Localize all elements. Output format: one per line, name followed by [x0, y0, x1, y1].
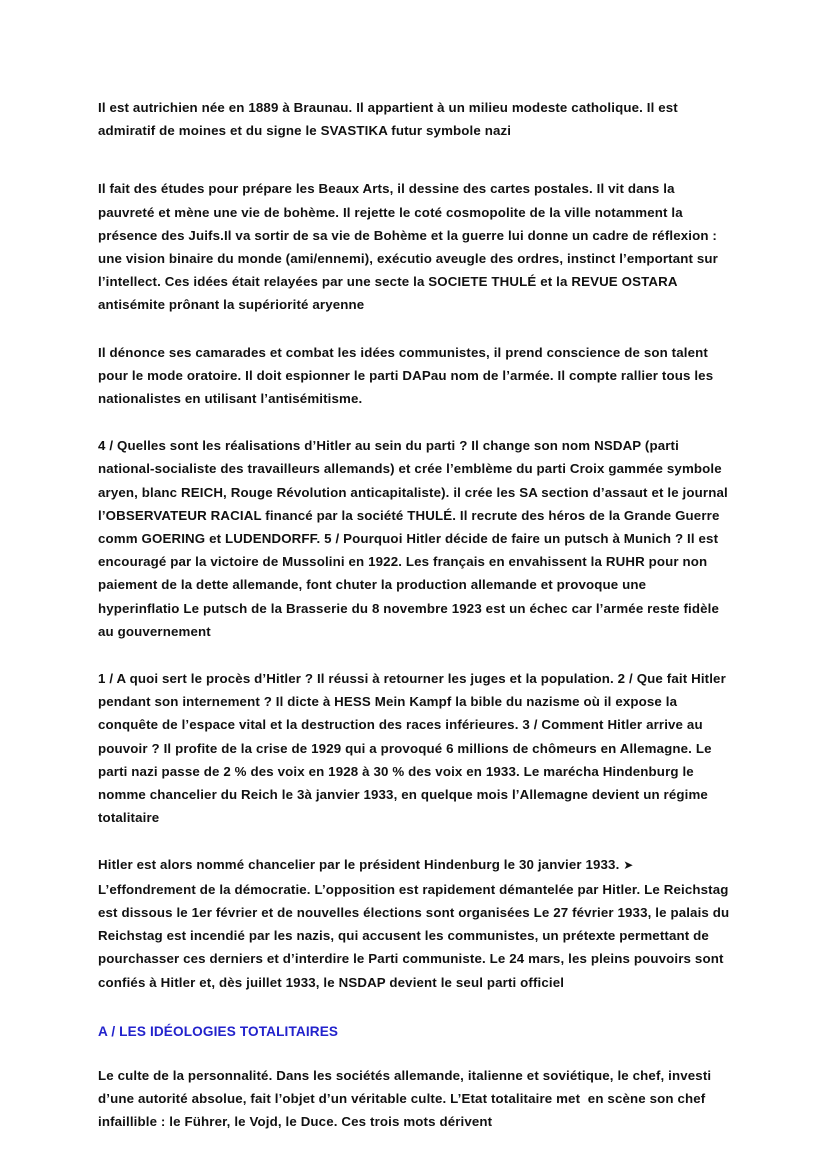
heading-spacer	[98, 1042, 730, 1064]
paragraph-5: 1 / A quoi sert le procès d’Hitler ? Il réussi à retourner les juges et la population. 2 / Que fait Hitler pendant son internement ? Il dicte à HESS Mein Kampf la bible du nazisme où il expose la conquête de l’espace vital et la destruction des races inférieures. 3 / Comment Hitler arrive au pouvoir ? Il profite de la crise de 1929 qui a provoqué 6 millions de chômeurs en Allemagne. Le parti nazi passe de 2 % des voix en 1928 à 30 % des voix en 1933. Le marécha Hindenburg le nomme chancelier du Reich le 3à janvier 1933, en quelque mois l’Allemagne devient un régime totalitaire	[98, 671, 730, 826]
paragraph-2: Il fait des études pour prépare les Beaux Arts, il dessine des cartes postales. Il vit dans la pauvreté et mène une vie de bohème. Il rejette le coté cosmopolite de la ville notamment la présence des Juifs.Il va sortir de sa vie de Bohème et la guerre lui donne un cadre de réflexion : une vision binaire du monde (ami/ennemi), exécutio aveugle des ordres, instinct l’emportant sur l’intellect. Ces idées était relayées par une secte la SOCIETE THULÉ et la REVUE OSTARA antisémite prônant la supériorité aryenne	[98, 181, 722, 313]
paragraph-spacer	[98, 142, 730, 177]
paragraph-spacer	[98, 643, 730, 667]
section-heading-a: A / LES IDÉOLOGIES TOTALITAIRES	[98, 1023, 339, 1039]
paragraph-6-text-before-arrow: Hitler est alors nommé chancelier par le président Hindenburg le 30 janvier 1933.	[98, 857, 624, 873]
paragraph-4: 4 / Quelles sont les réalisations d’Hitler au sein du parti ? Il change son nom NSDAP (parti national-socialiste des travailleurs allemands) et crée l’emblème du parti Croix gammée symbole aryen, blanc REICH, Rouge Révolution anticapitaliste). il crée les SA section d’assaut et le journal l’OBSERVATEUR RACIAL financé par la société THULÉ. Il recrute des héros de la Grande Guerre comm GOERING et LUDENDORFF. 5 / Pourquoi Hitler décide de faire un putsch à Munich ? Il est encouragé par la victoire de Mussolini en 1922. Les français en envahissent la RUHR pour non paiement de la dette allemande, font chuter la production allemande et provoque une hyperinflatio Le putsch de la Brasserie du 8 novembre 1923 est un échec car l’armée reste fidèle au gouvernement	[98, 438, 732, 639]
heading-spacer	[98, 994, 730, 1022]
paragraph-7: Le culte de la personnalité. Dans les sociétés allemande, italienne et soviétique, le chef, investi d’une autorité absolue, fait l’objet d’un véritable culte. L’Etat totalitaire met en scène son chef infaillible : le Führer, le Vojd, le Duce. Ces trois mots dérivent	[98, 1067, 716, 1130]
right-arrow-icon: ➤	[623, 858, 634, 873]
paragraph-6	[98, 853, 734, 993]
paragraph-spacer	[98, 829, 730, 853]
paragraph-6-text-after-arrow: L’effondrement de la démocratie. L’opposition est rapidement démantelée par Hitler. Le Reichstag est dissous le 1er février et de nouvelles élections sont organisées Le 27 février 1933, le palais du Reichstag est incendié par les nazis, qui accusent les communistes, un prétexte permettant de pourchasser ces derniers et d’interdire le Parti communiste. Le 24 mars, les pleins pouvoirs sont confiés à Hitler et, dès juillet 1933, le NSDAP devient le seul parti officiel	[98, 857, 734, 990]
paragraph-spacer	[98, 410, 730, 434]
paragraph-1: Il est autrichien née en 1889 à Braunau. Il appartient à un milieu modeste catholique. Il est admiratif de moines et du signe le SVASTIKA futur symbole nazi	[98, 100, 682, 139]
document-text-body	[98, 96, 734, 1133]
paragraph-spacer	[98, 317, 730, 341]
paragraph-3: Il dénonce ses camarades et combat les idées communistes, il prend conscience de son talent pour le mode oratoire. Il doit espionner le parti DAPau nom de l’armée. Il compte rallier tous les nationalistes en utilisant l’antisémitisme.	[98, 344, 718, 407]
